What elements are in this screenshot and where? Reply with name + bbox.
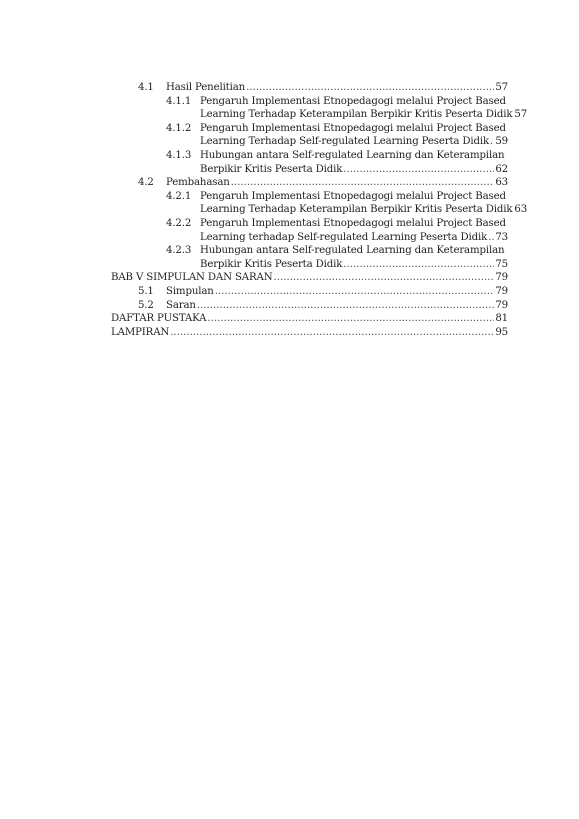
page-number: 79 [495, 285, 508, 297]
toc-entry-4-1[interactable] [0, 81, 579, 95]
section-title-line-1: Pengaruh Implementasi Etnopedagogi melalui Project Based [200, 190, 506, 202]
section-title-line-1: Pengaruh Implementasi Etnopedagogi melalui Project Based [200, 122, 506, 134]
page-number: 95 [495, 326, 508, 338]
toc-entry-4-2-2[interactable] [0, 217, 579, 231]
table-of-contents [0, 81, 579, 339]
dot-leader [343, 258, 494, 272]
toc-entry-4-2-1[interactable] [0, 190, 579, 204]
dot-leader [231, 176, 495, 190]
toc-entry-5-1[interactable] [0, 285, 579, 299]
toc-entry-4-2-1-continued[interactable] [0, 203, 579, 217]
toc-entry-4-1-3[interactable] [0, 149, 579, 163]
section-title: Simpulan [166, 285, 214, 297]
page-number: 75 [495, 258, 508, 270]
section-title: Saran [166, 299, 196, 311]
toc-entry-daftar-pustaka[interactable] [0, 312, 579, 326]
section-number: 4.1.1 [166, 95, 192, 107]
section-title-line-2: Berpikir Kritis Peserta Didik [200, 163, 343, 175]
section-title-line-2: Learning Terhadap Keterampilan Berpikir Kritis Peserta Didik [200, 109, 513, 121]
toc-entry-4-1-1[interactable] [0, 95, 579, 109]
page-number: 79 [495, 272, 508, 284]
page-number: 57 [514, 109, 528, 121]
section-title-line-1: Pengaruh Implementasi Etnopedagogi melalui Project Based [200, 217, 506, 229]
page-number: 63 [495, 177, 508, 189]
page-number: 81 [495, 313, 508, 325]
toc-entry-4-2-3[interactable] [0, 244, 579, 258]
page-number: 79 [495, 299, 508, 311]
page-number: 62 [495, 163, 508, 175]
section-number: 4.1.3 [166, 149, 192, 161]
toc-entry-4-1-1-continued[interactable] [0, 108, 579, 122]
page-number: 63 [514, 204, 528, 216]
toc-entry-bab-5[interactable] [0, 271, 579, 285]
chapter-title: LAMPIRAN [111, 326, 170, 338]
dot-leader [490, 135, 494, 149]
toc-entry-4-1-3-continued[interactable] [0, 163, 579, 177]
toc-entry-4-1-2[interactable] [0, 122, 579, 136]
section-title-line-2: Berpikir Kritis Peserta Didik [200, 258, 343, 270]
dot-leader [246, 81, 494, 95]
chapter-title: BAB V SIMPULAN DAN SARAN [111, 272, 273, 284]
toc-entry-4-2[interactable] [0, 176, 579, 190]
section-number: 5.1 [138, 285, 154, 297]
toc-entry-lampiran[interactable] [0, 326, 579, 340]
dot-leader [215, 285, 495, 299]
section-title: Pembahasan [166, 177, 230, 189]
dot-leader [197, 299, 495, 313]
section-number: 5.2 [138, 299, 154, 311]
toc-entry-4-2-3-continued[interactable] [0, 258, 579, 272]
page-number: 57 [495, 82, 508, 93]
toc-entry-4-2-2-continued[interactable] [0, 231, 579, 245]
dot-leader [274, 271, 495, 285]
page-number: 73 [495, 231, 508, 243]
section-number: 4.2.3 [166, 245, 192, 257]
section-number: 4.1.2 [166, 122, 192, 134]
section-number: 4.2.1 [166, 190, 192, 202]
dot-leader [343, 163, 494, 177]
section-title-line-1: Hubungan antara Self-regulated Learning dan Keterampilan [200, 149, 505, 161]
dot-leader [207, 312, 494, 326]
section-title: Hasil Penelitian [166, 82, 246, 93]
section-title-line-1: Pengaruh Implementasi Etnopedagogi melalui Project Based [200, 95, 506, 107]
dot-leader [488, 231, 494, 245]
section-number: 4.2.2 [166, 217, 192, 229]
toc-entry-4-1-2-continued[interactable] [0, 135, 579, 149]
section-number: 4.1 [138, 82, 154, 93]
section-title-line-2: Learning Terhadap Keterampilan Berpikir Kritis Peserta Didik [200, 204, 513, 216]
section-title-line-2: Learning terhadap Self-regulated Learning Peserta Didik [200, 231, 488, 243]
dot-leader [170, 326, 494, 340]
section-number: 4.2 [138, 177, 154, 189]
page-number: 59 [495, 136, 508, 148]
toc-entry-5-2[interactable] [0, 299, 579, 313]
chapter-title: DAFTAR PUSTAKA [111, 313, 207, 325]
section-title-line-1: Hubungan antara Self-regulated Learning dan Keterampilan [200, 245, 505, 257]
section-title-line-2: Learning Terhadap Self-regulated Learning Peserta Didik [200, 136, 490, 148]
